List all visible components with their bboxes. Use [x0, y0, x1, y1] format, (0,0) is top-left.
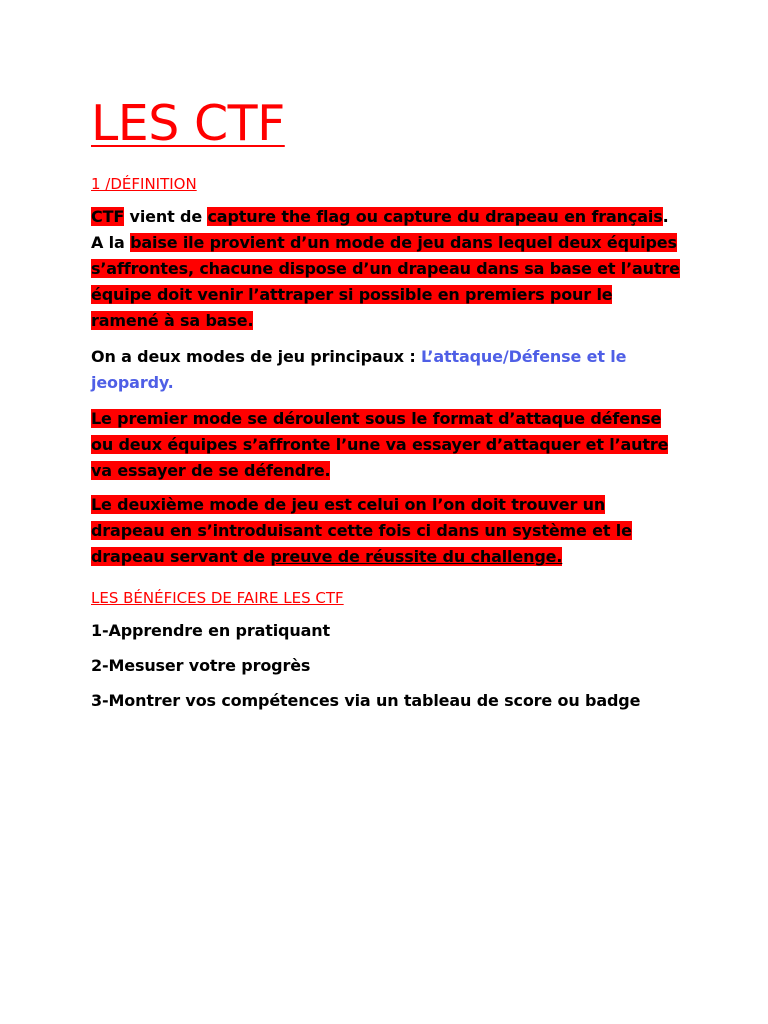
modes-paragraph [91, 344, 681, 396]
modes-names: L’attaque/Défense et le jeopardy. [91, 347, 627, 392]
document-title: LES CTF [91, 95, 285, 152]
definition-paragraph [91, 204, 681, 334]
benefit-item: 3-Montrer vos compétences via un tableau de score ou badge [91, 691, 641, 710]
ctf-term: CTF [91, 207, 125, 226]
vient-de-text: vient de [124, 207, 208, 226]
second-mode-paragraph [91, 492, 681, 570]
benefit-item: 1-Apprendre en pratiquant [91, 621, 330, 640]
proof-phrase: preuve de réussite du challenge. [270, 547, 563, 566]
first-mode-text: Le premier mode se déroulent sous le format d’attaque défense ou deux équipes s’affronte l’une va essayer d’attaquer et l’autre va essayer de se défendre. [91, 409, 669, 480]
benefit-item: 2-Mesuser votre progrès [91, 656, 311, 675]
a-la-text: . A la [91, 207, 669, 252]
first-mode-paragraph [91, 406, 681, 484]
section-heading-definition: 1 /DÉFINITION [91, 175, 197, 193]
definition-rest: baise ile provient d’un mode de jeu dans lequel deux équipes s’affrontes, chacune dispose d’un drapeau dans sa base et l’autre équipe doit venir l’attraper si possible en premiers pour le ramené à sa base. [91, 233, 680, 330]
capture-phrase: capture the flag ou capture du drapeau en français [207, 207, 663, 226]
document-body [91, 92, 681, 713]
second-mode-text: Le deuxième mode de jeu est celui on l’on doit trouver un drapeau en s’introduisant cette fois ci dans un système et le drapeau servant de [91, 495, 632, 566]
section-heading-benefits: LES BÉNÉFICES DE FAIRE LES CTF [91, 589, 344, 607]
modes-intro: On a deux modes de jeu principaux : [91, 347, 422, 366]
